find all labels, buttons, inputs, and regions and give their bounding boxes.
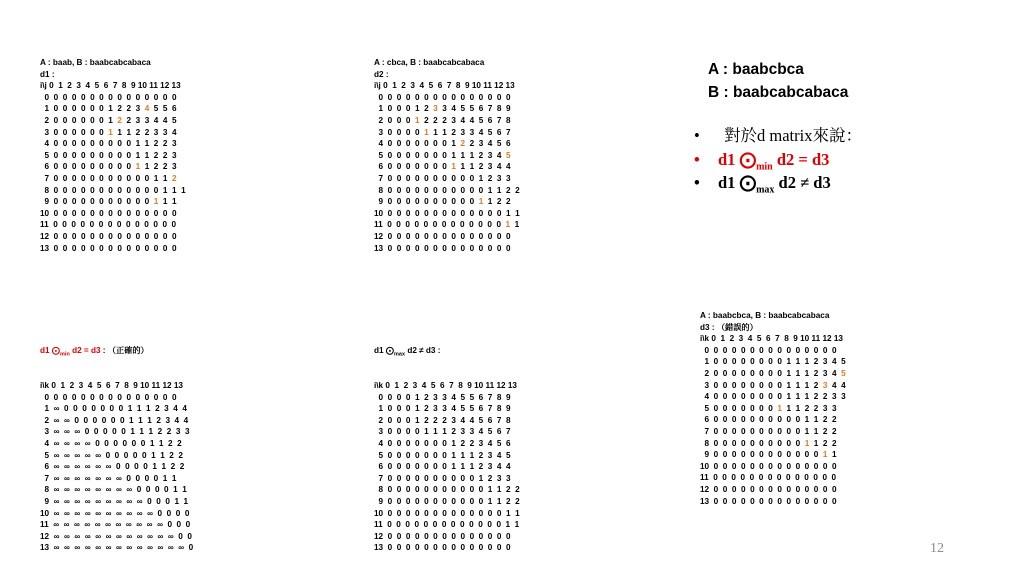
- matrix-row: 8 0 0 0 0 0 0 0 0 0 0 0 1 1 2 2: [374, 185, 520, 195]
- matrix-row: d3 : （錯誤的）: [700, 322, 758, 332]
- bullet-dot-icon: •: [694, 126, 700, 145]
- matrix-row: 1 ∞ 0 0 0 0 0 0 0 1 1 1 2 3 4 4: [40, 404, 187, 414]
- matrix-row: 6 0 0 0 0 0 0 0 0 0 1 1 2 2 3: [40, 162, 177, 172]
- matrix-row: d1 :: [40, 69, 55, 79]
- min-product-matrix: [40, 322, 193, 565]
- matrix-row: 13 0 0 0 0 0 0 0 0 0 0 0 0 0 0: [40, 243, 177, 253]
- matrix-row: 0 0 0 0 0 0 0 0 0 0 0 0 0 0 0: [40, 92, 177, 102]
- matrix-row: 13 ∞ ∞ ∞ ∞ ∞ ∞ ∞ ∞ ∞ ∞ ∞ ∞ ∞ 0: [40, 543, 194, 553]
- highlighted-cell: 1: [108, 127, 113, 137]
- matrix-row: A : baab, B : baabcabcabaca: [40, 58, 151, 67]
- matrix-row: 3 ∞ ∞ ∞ 0 0 0 0 0 1 1 1 2 2 3 3: [40, 427, 190, 437]
- highlighted-cell: 1: [135, 162, 141, 172]
- bullet-dot-icon: •: [694, 173, 700, 192]
- highlighted-cell: 2: [117, 115, 122, 125]
- matrix-row: 5 0 0 0 0 0 0 0 1 1 1 2 2 3 3: [700, 403, 837, 413]
- highlighted-cell: 5: [506, 150, 511, 160]
- matrix-row: 3 0 0 0 0 0 0 1 1 1 2 2 3 3 4: [40, 127, 177, 137]
- d1-matrix: [40, 57, 186, 254]
- bullet-text: d1 $⨀_{max}$ d2 ≠ d3: [718, 173, 831, 196]
- matrix-row: 9 0 0 0 0 0 0 0 0 0 0 0 1 1 2 2: [374, 496, 520, 506]
- matrix-row: 4 0 0 0 0 0 0 0 0 1 1 1 2 2 3 3: [700, 392, 846, 402]
- matrix-row: 9 0 0 0 0 0 0 0 0 0 0 0 0 1 1: [700, 450, 837, 460]
- matrix-row: 12 ∞ ∞ ∞ ∞ ∞ ∞ ∞ ∞ ∞ ∞ ∞ ∞ 0 0: [40, 531, 192, 541]
- heading-a: A : baabcbca: [708, 61, 804, 78]
- highlighted-cell: 1: [478, 197, 484, 207]
- matrix-row: 12 0 0 0 0 0 0 0 0 0 0 0 0 0 0: [700, 484, 837, 494]
- matrix-row: 11 0 0 0 0 0 0 0 0 0 0 0 0 0 1 1: [374, 220, 520, 230]
- matrix-row: 13 0 0 0 0 0 0 0 0 0 0 0 0 0 0: [374, 543, 511, 553]
- page-number: 12: [930, 541, 944, 556]
- matrix-row: 6 0 0 0 0 0 0 0 0 0 0 1 1 2 2: [700, 415, 837, 425]
- matrix-row: i\j 0 1 2 3 4 5 6 7 8 9 10 11 12 13: [374, 81, 515, 91]
- matrix-row: 12 0 0 0 0 0 0 0 0 0 0 0 0 0 0: [374, 231, 511, 241]
- matrix-row: 5 0 0 0 0 0 0 0 0 0 1 1 2 2 3: [40, 150, 177, 160]
- matrix-row: 6 ∞ ∞ ∞ ∞ ∞ ∞ 0 0 0 0 1 1 2 2: [40, 462, 185, 472]
- highlighted-cell: 1: [777, 403, 782, 413]
- matrix-row: 10 0 0 0 0 0 0 0 0 0 0 0 0 0 0: [700, 461, 837, 471]
- matrix-row: 2 0 0 0 1 2 2 2 3 4 4 5 6 7 8: [374, 415, 511, 425]
- matrix-row: 3 0 0 0 0 1 1 1 2 3 3 4 5 6 7: [374, 127, 511, 137]
- highlighted-cell: 2: [460, 139, 466, 149]
- matrix-row: A : baabcbca, B : baabcabcabaca: [700, 311, 830, 320]
- matrix-row: 1 0 0 0 0 0 0 0 0 1 1 1 2 3 4 5: [700, 357, 846, 367]
- matrix-row: d2 :: [374, 69, 389, 79]
- matrix-row: 7 0 0 0 0 0 0 0 0 0 0 1 2 3 3: [374, 173, 511, 183]
- bullet-list: [694, 124, 862, 195]
- matrix-row: 9 ∞ ∞ ∞ ∞ ∞ ∞ ∞ ∞ ∞ 0 0 0 1 1: [40, 496, 189, 506]
- bullet-text: d1 $⨀_{min}$ d2 = d3: [718, 149, 830, 172]
- matrix-row: 0 0 0 0 0 0 0 0 0 0 0 0 0 0 0: [700, 345, 837, 355]
- bullet-item: [694, 124, 862, 148]
- highlighted-cell: 4: [144, 104, 150, 114]
- matrix-row: 10 0 0 0 0 0 0 0 0 0 0 0 0 0 0: [40, 208, 177, 218]
- highlighted-cell: 1: [424, 127, 429, 137]
- highlighted-cell: 5: [841, 368, 846, 378]
- matrix-row: 5 ∞ ∞ ∞ ∞ ∞ 0 0 0 0 0 1 1 2 2: [40, 450, 183, 460]
- matrix-row: 9 0 0 0 0 0 0 0 0 0 0 0 1 1 1: [40, 197, 177, 207]
- matrix-row: 8 ∞ ∞ ∞ ∞ ∞ ∞ ∞ ∞ 0 0 0 0 1 1: [40, 485, 187, 495]
- highlighted-cell: 1: [414, 115, 420, 125]
- matrix-row: 2 0 0 0 0 0 0 0 0 1 1 1 2 3 4 5: [700, 368, 846, 378]
- matrix-row: 7 0 0 0 0 0 0 0 0 0 0 1 2 3 3: [374, 473, 511, 483]
- matrix-row: 12 0 0 0 0 0 0 0 0 0 0 0 0 0 0: [40, 231, 177, 241]
- matrix-row: 0 0 0 0 0 0 0 0 0 0 0 0 0 0 0: [40, 392, 177, 402]
- matrix-row: 10 ∞ ∞ ∞ ∞ ∞ ∞ ∞ ∞ ∞ ∞ 0 0 0 0: [40, 508, 190, 518]
- min-product-rows: [40, 380, 193, 554]
- highlighted-cell: 1: [804, 438, 810, 448]
- matrix-row: 2 0 0 0 0 0 0 1 2 2 3 3 4 4 5: [40, 115, 177, 125]
- matrix-row: i\j 0 1 2 3 4 5 6 7 8 9 10 11 12 13: [40, 81, 181, 91]
- highlighted-cell: 3: [433, 104, 438, 114]
- matrix-row: 12 0 0 0 0 0 0 0 0 0 0 0 0 0 0: [374, 531, 511, 541]
- matrix-row: 3 0 0 0 0 0 0 0 0 1 1 1 2 3 4 4: [700, 380, 846, 390]
- strings-heading: [708, 58, 848, 104]
- matrix-row: 10 0 0 0 0 0 0 0 0 0 0 0 0 0 1 1: [374, 508, 520, 518]
- matrix-row: 1 0 0 0 1 2 3 3 4 5 5 6 7 8 9: [374, 104, 511, 114]
- matrix-row: 3 0 0 0 0 1 1 1 2 3 3 4 5 6 7: [374, 427, 511, 437]
- highlighted-cell: 3: [822, 380, 828, 390]
- highlighted-cell: 1: [822, 450, 828, 460]
- matrix-row: i\k 0 1 2 3 4 5 6 7 8 9 10 11 12 13: [374, 380, 517, 390]
- bullet-dot-icon: •: [694, 149, 700, 169]
- matrix-row: 7 0 0 0 0 0 0 0 0 0 0 0 1 1 2: [40, 173, 177, 183]
- bullet-item: [694, 148, 862, 172]
- max-product-matrix: [374, 322, 520, 565]
- max-product-rows: [374, 380, 520, 554]
- highlighted-cell: 1: [505, 220, 511, 230]
- matrix-row: 11 ∞ ∞ ∞ ∞ ∞ ∞ ∞ ∞ ∞ ∞ ∞ 0 0 0: [40, 520, 191, 530]
- matrix-row: 10 0 0 0 0 0 0 0 0 0 0 0 0 0 1 1: [374, 208, 520, 218]
- bullet-text: 對於d matrix來說：: [724, 126, 862, 145]
- matrix-row: 8 0 0 0 0 0 0 0 0 0 0 0 1 1 2 2: [374, 485, 520, 495]
- matrix-row: 6 0 0 0 0 0 0 0 1 1 1 2 3 4 4: [374, 462, 511, 472]
- d2-matrix: [374, 57, 520, 254]
- d3-matrix: [700, 310, 846, 507]
- highlighted-cell: 1: [153, 197, 159, 207]
- max-product-title: d1 $⨀_{max}$ d2 ≠ d3 :: [374, 346, 441, 358]
- matrix-row: 8 0 0 0 0 0 0 0 0 0 0 0 0 1 1 1: [40, 185, 186, 195]
- heading-b: B : baabcabcabaca: [708, 84, 849, 101]
- highlighted-cell: 2: [172, 173, 177, 183]
- matrix-row: 6 0 0 0 0 0 0 0 1 1 1 2 3 4 4: [374, 162, 511, 172]
- matrix-row: 5 0 0 0 0 0 0 0 1 1 1 2 3 4 5: [374, 450, 511, 460]
- matrix-row: i\k 0 1 2 3 4 5 6 7 8 9 10 11 12 13: [40, 380, 183, 390]
- matrix-row: 8 0 0 0 0 0 0 0 0 0 0 1 1 2 2: [700, 438, 837, 448]
- matrix-row: 4 ∞ ∞ ∞ ∞ 0 0 0 0 0 0 1 1 2 2: [40, 438, 182, 448]
- matrix-row: 0 0 0 0 0 0 0 0 0 0 0 0 0 0 0: [374, 92, 511, 102]
- matrix-row: 2 0 0 0 1 2 2 2 3 4 4 5 6 7 8: [374, 115, 511, 125]
- matrix-row: 7 0 0 0 0 0 0 0 0 0 0 1 1 2 2: [700, 426, 837, 436]
- matrix-row: i\k 0 1 2 3 4 5 6 7 8 9 10 11 12 13: [700, 334, 843, 344]
- matrix-row: 13 0 0 0 0 0 0 0 0 0 0 0 0 0 0: [700, 496, 837, 506]
- bullet-item: [694, 171, 862, 195]
- matrix-row: 9 0 0 0 0 0 0 0 0 0 0 1 1 2 2: [374, 197, 511, 207]
- matrix-row: 1 0 0 0 0 0 0 1 2 2 3 4 5 5 6: [40, 104, 177, 114]
- matrix-row: 11 0 0 0 0 0 0 0 0 0 0 0 0 0 0: [40, 220, 177, 230]
- highlighted-cell: 1: [451, 162, 456, 172]
- matrix-row: 4 0 0 0 0 0 0 0 1 2 2 3 4 5 6: [374, 438, 511, 448]
- matrix-row: 11 0 0 0 0 0 0 0 0 0 0 0 0 0 1 1: [374, 520, 520, 530]
- matrix-row: 5 0 0 0 0 0 0 0 1 1 1 2 3 4 5: [374, 150, 511, 160]
- matrix-row: 1 0 0 0 1 2 3 3 4 5 5 6 7 8 9: [374, 404, 511, 414]
- matrix-row: 4 0 0 0 0 0 0 0 1 2 2 3 4 5 6: [374, 139, 511, 149]
- matrix-row: A : cbca, B : baabcabcabaca: [374, 58, 485, 67]
- matrix-row: 0 0 0 0 1 2 3 3 4 5 5 6 7 8 9: [374, 392, 511, 402]
- matrix-row: 4 0 0 0 0 0 0 0 0 0 1 1 2 2 3: [40, 139, 177, 149]
- matrix-row: 11 0 0 0 0 0 0 0 0 0 0 0 0 0 0: [700, 473, 837, 483]
- matrix-row: 2 ∞ ∞ 0 0 0 0 0 0 1 1 1 2 3 4 4: [40, 415, 189, 425]
- min-product-title: d1 $⨀_{min}$ d2 = d3 : （正確的）: [40, 346, 149, 358]
- matrix-row: 13 0 0 0 0 0 0 0 0 0 0 0 0 0 0: [374, 243, 511, 253]
- matrix-row: 7 ∞ ∞ ∞ ∞ ∞ ∞ ∞ 0 0 0 0 1 1: [40, 473, 177, 483]
